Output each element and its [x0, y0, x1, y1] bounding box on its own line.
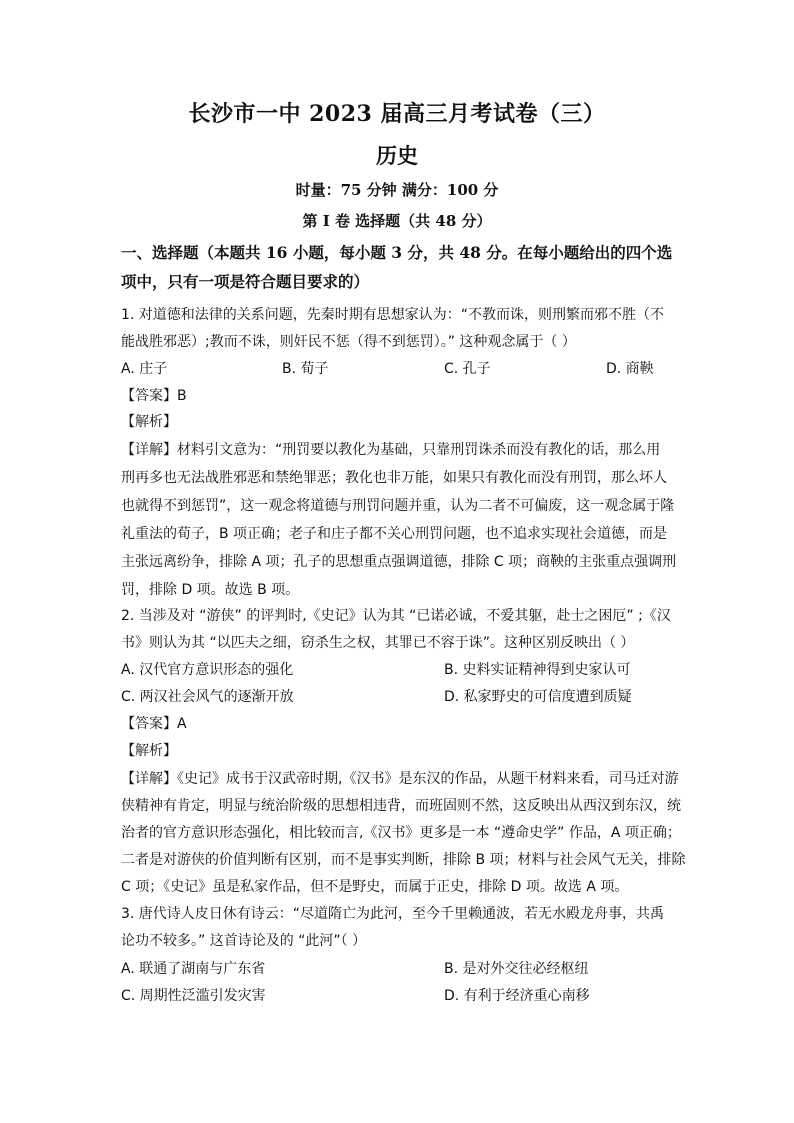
section-instruction-line: 一、选择题（本题共 16 小题，每小题 3 分，共 48 分。在每小题给出的四个选 [121, 243, 673, 262]
q1-stem-line: 能战胜邪恶）;教而不诛，则奸民不惩（得不到惩罚）。” 这种观念属于（ ） [121, 334, 576, 350]
q1-option-a: A. 庄子 [121, 361, 168, 377]
q3-option-b: B. 是对外交往必经枢纽 [444, 961, 589, 977]
q1-option-c: C. 孔子 [444, 361, 491, 377]
q1-detail-line: 礼重法的荀子，B 项正确；老子和庄子都不关心刑罚问题，也不追求实现社会道德，而是 [121, 526, 668, 542]
q1-analysis-label: 【解析】 [121, 414, 177, 430]
q2-option-c: C. 两汉社会风气的逐渐开放 [121, 689, 294, 705]
q2-analysis-label: 【解析】 [121, 743, 177, 759]
part-heading: 第 I 卷 选择题（共 48 分） [302, 212, 492, 230]
q2-option-a: A. 汉代官方意识形态的强化 [121, 662, 294, 678]
q2-detail-line: 治者的官方意识形态强化，相比较而言,《汉书》更多是一本 “遵命史学” 作品，A 项正确； [121, 825, 681, 841]
q1-answer: 【答案】B [121, 388, 187, 404]
q3-stem-line: 3. 唐代诗人皮日休有诗云：“尽道隋亡为此河，至今千里赖通波，若无水殿龙舟事，共禹 [121, 906, 665, 922]
q1-option-d: D. 商鞅 [606, 361, 654, 377]
q1-detail-line: 刑再多也无法战胜邪恶和禁绝罪恶；教化也非万能，如果只有教化而没有刑罚，那么坏人 [121, 470, 667, 486]
q3-option-c: C. 周期性泛滥引发灾害 [121, 988, 266, 1004]
q2-detail-line: 二者是对游侠的价值判断有区别，而不是事实判断，排除 B 项；材料与社会风气无关，排除 [121, 852, 686, 868]
q1-detail-line: 【详解】材料引文意为：“刑罚要以教化为基础，只靠刑罚诛杀而没有教化的话，那么用 [121, 442, 661, 458]
q1-detail-line: 主张远离纷争，排除 A 项；孔子的思想重点强调道德，排除 C 项；商鞅的主张重点强调刑 [121, 554, 677, 570]
q2-answer: 【答案】A [121, 716, 187, 732]
q2-option-b: B. 史料实证精神得到史家认可 [444, 662, 631, 678]
q2-option-d: D. 私家野史的可信度遭到质疑 [444, 689, 632, 705]
subject-title: 历史 [376, 143, 418, 168]
q2-detail-line: 侠精神有肯定，明显与统治阶级的思想相违背，而班固则不然，这反映出从西汉到东汉，统 [121, 798, 681, 814]
exam-meta: 时量：75 分钟 满分：100 分 [295, 181, 499, 199]
q3-stem-line: 论功不较多。” 这首诗论及的 “此河”（ ） [121, 933, 367, 949]
q1-option-b: B. 荀子 [282, 361, 329, 377]
section-instruction-line: 项中，只有一项是符合题目要求的） [121, 272, 370, 291]
q2-stem-line: 2. 当涉及对 “游侠” 的评判时,《史记》认为其 “已诺必诚，不爱其躯，赴士之困厄” ;《汉 [121, 608, 671, 624]
q1-stem-line: 1. 对道德和法律的关系问题，先秦时期有思想家认为：“不教而诛，则刑繁而邪不胜（不 [121, 307, 665, 323]
exam-title: 长沙市一中 2023 届高三月考试卷（三） [188, 101, 606, 127]
q2-detail-line: 【详解】《史记》成书于汉武帝时期,《汉书》是东汉的作品，从题干材料来看，司马迁对游 [121, 771, 679, 787]
q1-detail-line: 也就得不到惩罚”，这一观念将道德与刑罚问题并重，认为二者不可偏废，这一观念属于隆 [121, 498, 675, 514]
q2-detail-line: C 项；《史记》虽是私家作品，但不是野史，而属于正史，排除 D 项。故选 A 项。 [121, 879, 629, 895]
q2-stem-line: 书》则认为其 “以匹夫之细，窃杀生之权，其罪已不容于诛”。这种区别反映出（ ） [121, 635, 635, 651]
q1-detail-line: 罚，排除 D 项。故选 B 项。 [121, 582, 300, 598]
q3-option-a: A. 联通了湖南与广东省 [121, 961, 266, 977]
q3-option-d: D. 有利于经济重心南移 [444, 988, 590, 1004]
